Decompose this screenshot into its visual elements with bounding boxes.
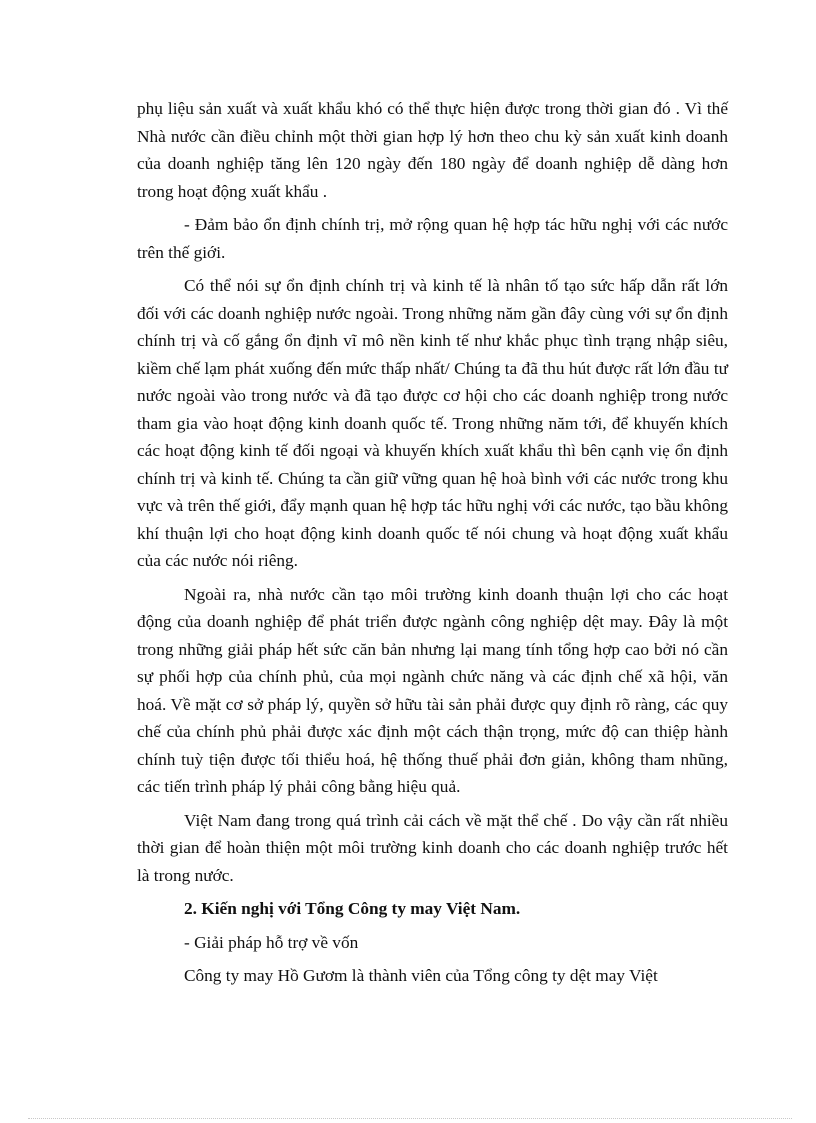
document-page xyxy=(137,95,728,996)
page-bottom-divider xyxy=(28,1118,792,1119)
paragraph-5: Việt Nam đang trong quá trình cải cách về mặt thể chế . Do vậy cần rất nhiều thời gian để hoàn thiện một môi trường kinh doanh cho các doanh nghiệp trước hết là trong nước. xyxy=(137,810,728,885)
paragraph-8: Công ty may Hồ Gươm là thành viên của Tổng công ty dệt may Việt xyxy=(184,966,658,985)
paragraph-7-bullet: - Giải pháp hỗ trợ về vốn xyxy=(184,932,359,952)
paragraph-1: phụ liệu sản xuất và xuất khẩu khó có thể thực hiện được trong thời gian đó . Vì thế Nhà nước cần điều chỉnh một thời gian hợp lý hơn theo chu kỳ sản xuất kinh doanh của doanh nghiệp tăng lên 120 ngày đến 180 ngày để doanh nghiệp dễ dàng hơn trong hoạt động xuất khẩu . xyxy=(137,99,728,201)
paragraph-4: Ngoài ra, nhà nước cần tạo môi trường kinh doanh thuận lợi cho các hoạt động của doanh nghiệp để phát triển được ngành công nghiệp dệt may. Đây là một trong những giải pháp hết sức căn bản nhưng lại mang tính tổng hợp cao bởi nó cần sự phối hợp của chính phủ, của mọi ngành chức năng và các định chế xã hội, văn hoá. Về mặt cơ sở pháp lý, quyền sở hữu tài sản phải được quy định rõ ràng, các quy chế của chính phủ phải được xác định một cách thận trọng, mức độ can thiệp hành chính tuỳ tiện được tối thiểu hoá, hệ thống thuế phải đơn giản, không tham nhũng, các tiến trình pháp lý phải công bằng hiệu quả. xyxy=(137,584,728,796)
section-heading: 2. Kiến nghị với Tổng Công ty may Việt Nam. xyxy=(184,899,521,918)
paragraph-3: Có thể nói sự ổn định chính trị và kinh tế là nhân tố tạo sức hấp dẫn rất lớn đối với các doanh nghiệp nước ngoài. Trong những năm gần đây cùng với sự ổn định chính trị và cố gắng ổn định vĩ mô nền kinh tế như khắc phục tình trạng nhập siêu, kiềm chế lạm phát xuống đến mức thấp nhất/ Chúng ta đã thu hút được rất lớn đầu tư nước ngoài vào trong nước và đã tạo được cơ hội cho các doanh nghiệp trong nước tham gia vào hoạt động kinh doanh quốc tế. Trong những năm tới, để khuyến khích các hoạt động kinh tế đối ngoại và khuyến khích xuất khẩu thì bên cạnh viẹ ổn định chính trị và kinh tế. Chúng ta cần giữ vững quan hệ hoà bình với các nước trong khu vực và trên thế giới, đẩy mạnh quan hệ hợp tác hữu nghị với các nước, tạo bầu không khí thuận lợi cho hoạt động kinh doanh quốc tế nói chung và hoạt động xuất khẩu của các nước nói riêng. xyxy=(137,276,728,570)
paragraph-2-bullet: - Đảm bảo ổn định chính trị, mở rộng quan hệ hợp tác hữu nghị với các nước trên thế giới. xyxy=(137,215,728,262)
